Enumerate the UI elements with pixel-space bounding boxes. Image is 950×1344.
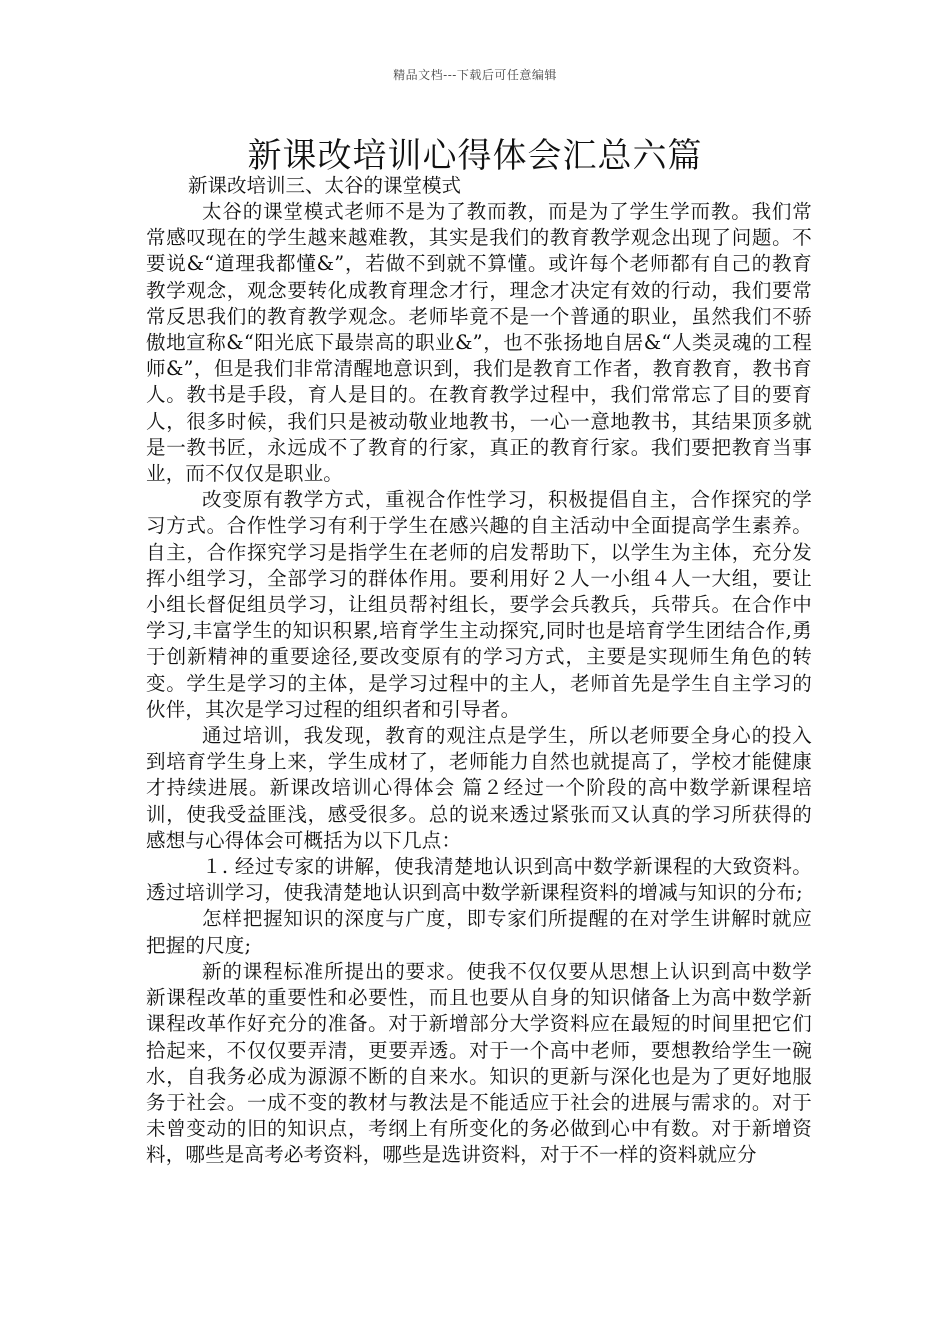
paragraph: 太谷的课堂模式老师不是为了教而教，而是为了学生学而教。我们常常感叹现在的学生越来越难教，其实是我们的教育教学观念出现了问题。不要说&“道理我都懂&”，若做不到就不算懂。或许每个老师都有自己的教育教学观念，观念要转化成教育理念才行，理念才决定有效的行动，我们要常常反思我们的教育教学观念。老师毕竟不是一个普通的职业，虽然我们不骄傲地宣称&“阳光底下最崇高的职业&”，也不张扬地自居&“人类灵魂的工程师&”，但是我们非常清醒地意识到，我们是教育工作者，教育教育，教书育人。教书是手段，育人是目的。在教育教学过程中，我们常常忘了目的要育人，很多时候，我们只是被动敬业地教书，一心一意地教书，其结果顶多就是一教书匠，永远成不了教育的行家，真正的教育行家。我们要把教育当事业，而不仅仅是职业。	[146, 200, 812, 486]
paragraph: 通过培训，我发现，教育的观注点是学生，所以老师要全身心的投入到培育学生身上来，学生成材了，老师能力自然也就提高了，学校才能健康才持续进展。新课改培训心得体会 篇２经过一个阶段的高中数学新课程培训，使我受益匪浅，感受很多。总的说来透过紧张而又认真的学习所获得的感想与心得体会可概括为以下几点：	[146, 724, 812, 852]
paragraph: １. 经过专家的讲解，使我清楚地认识到高中数学新课程的大致资料。透过培训学习，使我清楚地认识到高中数学新课程资料的增减与知识的分布;	[146, 855, 812, 905]
paragraph: 怎样把握知识的深度与广度，即专家们所提醒的在对学生讲解时就应把握的尺度;	[146, 907, 812, 957]
document-title: 新课改培训心得体会汇总六篇	[247, 136, 703, 176]
paragraph: 新的课程标准所提出的要求。使我不仅仅要从思想上认识到高中数学新课程改革的重要性和必要性，而且也要从自身的知识储备上为高中数学新课程改革作好充分的准备。对于新增部分大学资料应在最短的时间里把它们拾起来，不仅仅要弄清，更要弄透。对于一个高中老师，要想教给学生一碗水，自我务必成为源源不断的自来水。知识的更新与深化也是为了更好地服务于社会。一成不变的教材与教法是不能适应于社会的进展与需求的。对于未曾变动的旧的知识点，考纲上有所变化的务必做到心中有数。对于新增资料，哪些是高考必考资料，哪些是选讲资料，对于不一样的资料就应分	[146, 959, 812, 1167]
section-subtitle: 新课改培训三、太谷的课堂模式	[188, 174, 462, 197]
header-note: 精品文档---下载后可任意编辑	[393, 68, 557, 82]
paragraph: 改变原有教学方式，重视合作性学习，积极提倡自主，合作探究的学习方式。合作性学习有利于学生在感兴趣的自主活动中全面提高学生素养。自主，合作探究学习是指学生在老师的启发帮助下，以学生为主体，充分发挥小组学习，全部学习的群体作用。要利用好２人一小组４人一大组，要让小组长督促组员学习，让组员帮衬组长，要学会兵教兵，兵带兵。在合作中学习,丰富学生的知识积累,培育学生主动探究,同时也是培育学生团结合作,勇于创新精神的重要途径,要改变原有的学习方式，主要是实现师生角色的转变。学生是学习的主体，是学习过程中的主人，老师首先是学生自主学习的伙伴，其次是学习过程的组织者和引导者。	[146, 488, 812, 721]
document-body	[146, 172, 812, 1169]
